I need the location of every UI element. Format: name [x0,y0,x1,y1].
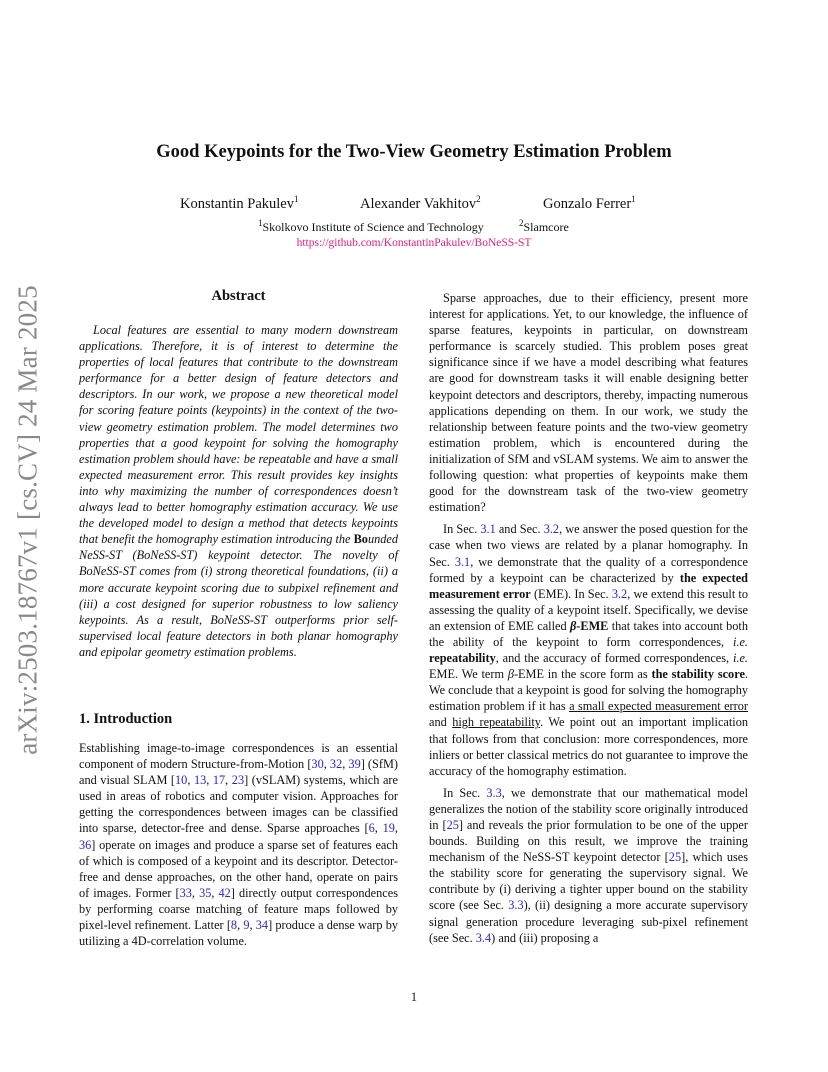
affiliation-2: $^2$Slamcore [519,218,569,234]
section-heading-introduction: 1. Introduction [79,711,173,727]
arxiv-stamp: arXiv:2503.18767v1 [cs.CV] 24 Mar 2025 [12,285,43,755]
abstract-body: Local features are essential to many modern downstream applications. Therefore, it is of interest to determine the properties of local features that contribute to the downstream performance for a better design of feature detectors and descriptors. In our work, we propose a new theoretical model for scoring feature points (keypoints) in the context of the two-view geometry estimation problem. The model determines two properties that a good keypoint for solving the homography estimation problem should have: be repeatable and have a small expected measurement error. This result provides key insights into why maximizing the number of correspondences doesn’t always lead to better homography estimation accuracy. We use the developed model to design a method that detects keypoints that benefit the homography estimation introducing the Bounded NeSS-ST (BoNeSS-ST) keypoint detector. The novelty of BoNeSS-ST comes from (i) strong theoretical foundations, (ii) a more accurate keypoint scoring due to subpixel refinement and (iii) a cost designed for superior robustness to low saliency keypoints. As a result, BoNeSS-ST outperforms prior self-supervised local feature detectors in both planar homography and epipolar geometry estimation problems. [79,323,398,659]
author-1: Konstantin Pakulev$^1$ [180,194,299,212]
right-column-body: Sparse approaches, due to their efficiency, present more interest for applications. Yet, to our knowledge, the influence of sparse features, keypoints in particular, on downstream performance is scarcely studied. This problem poses great significance since if we have a model describing what features are good for downstream tasks it will enable designing better keypoint detectors and descriptors, thereby, impacting numerous applications depending on them. In our work, we study the relationship between feature points and the two-view geometry estimation problem, which is encountered during the initialization of SfM and vSLAM systems. We aim to answer the following question: what properties of keypoints make them good for the downstream task of the two-view geometry estimation? In Sec. 3.1 and Sec. 3.2, we answer the posed question for the case when two views are related by a planar homography. In Sec. 3.1, we demonstrate that the quality of a correspondence formed by a keypoint can be characterized by the expected measurement error (EME). In Sec. 3.2, we extend this result to assessing the quality of a keypoint itself. Specifically, we devise an extension of EME called β-EME that takes into account both the ability of the keypoint to form correspondences, i.e. repeatability, and the accuracy of formed correspondences, i.e. EME. We term β-EME in the score form as the stability score. We conclude that a keypoint is good for solving the homography estimation problem if it has a small expected measurement error and high repeatability. We point out an important implication that follows from that conclusion: more correspondences, more inliers or better classical metrics do not guarantee to improve the accuracy of the homography estimation. In Sec. 3.3, we demonstrate that our mathematical model generalizes the notion of the stability score originally introduced in [25] and reveals the prior formulation to be one of the upper bounds. Building on this result, we improve the training mechanism of the NeSS-ST keypoint detector [25], which uses the stability score for generating the supervisory signal. We contribute by (i) deriving a tighter upper bound on the stability score (see Sec. 3.3), (ii) designing a more accurate supervisory signal generation procedure leveraging sub-pixel refinement (see Sec. 3.4) and (iii) proposing a [429,291,749,945]
abstract-heading: Abstract [211,288,266,304]
paper-title: Good Keypoints for the Two-View Geometry Estimation Problem [156,142,672,162]
page-number: 1 [410,990,418,1004]
introduction-body: Establishing image-to-image correspondences is an essential component of modern Structure-from-Motion [30, 32, 39] (SfM) and visual SLAM [10, 13, 17, 23] (vSLAM) systems, which are used in areas of robotics and computer vision. Approaches for getting the correspondences between images can be classified into sparse, detector-free and dense. Sparse approaches [6, 19, 36] operate on images and produce a sparse set of features each of which is composed of a keypoint and its descriptor. Detector-free and dense approaches, on the other hand, operate on pairs of images. Former [33, 35, 42] directly output correspondences by performing coarse matching of feature maps followed by pixel-level refinement. Latter [8, 9, 34] produce a dense warp by utilizing a 4D-correlation volume. [79,741,399,949]
affiliation-1: $^1$Skolkovo Institute of Science and Technology [258,218,484,234]
author-2: Alexander Vakhitov$^2$ [360,194,481,212]
author-3: Gonzalo Ferrer$^1$ [543,194,636,212]
code-link[interactable]: https://github.com/KonstantinPakulev/BoNeSS-ST [296,237,532,249]
